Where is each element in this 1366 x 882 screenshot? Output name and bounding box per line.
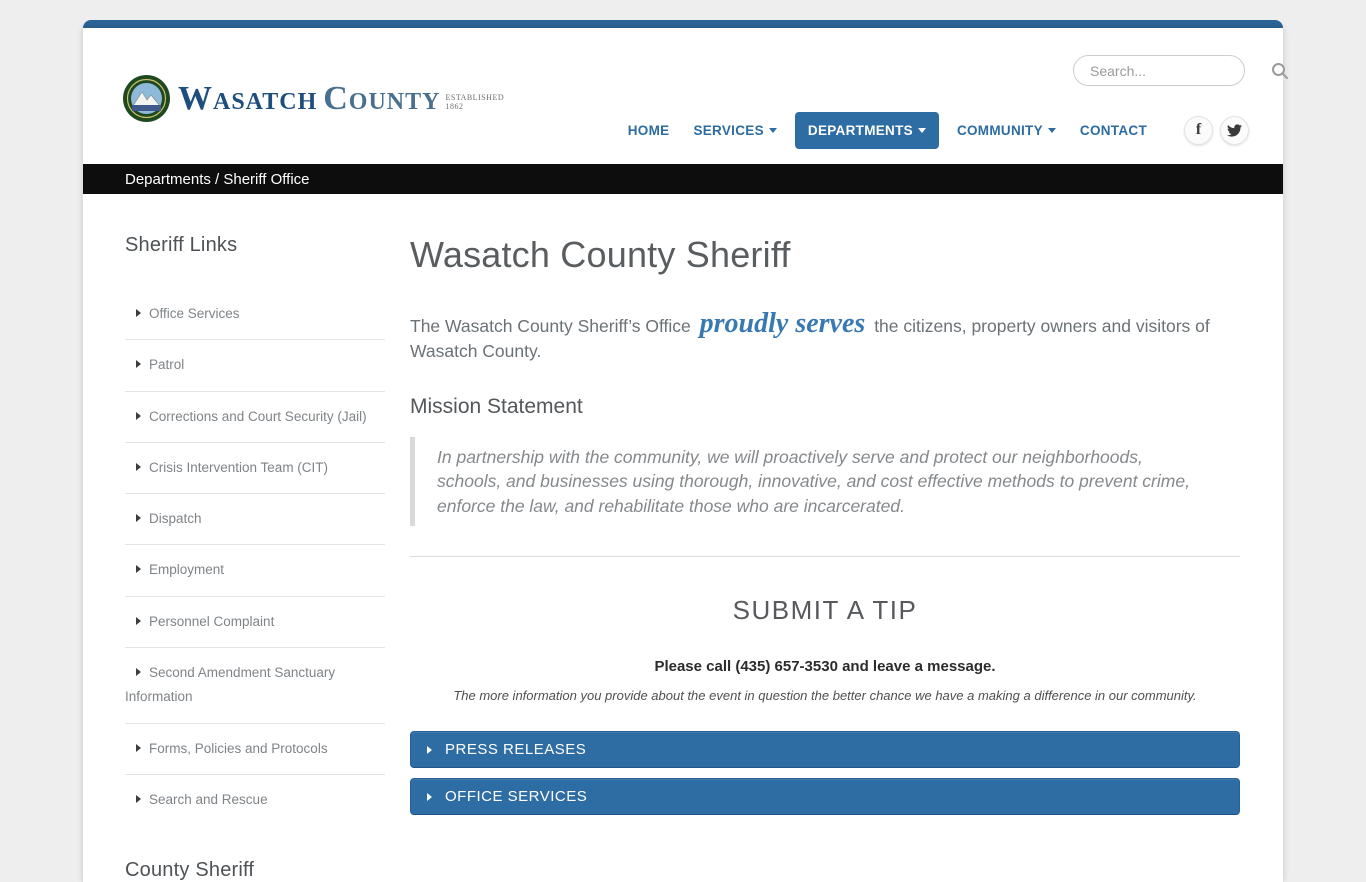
chevron-down-icon bbox=[1048, 128, 1056, 133]
mission-quote: In partnership with the community, we will proactively serve and protect our neighborhoods, schools, and businesses using thorough, innovative, and cost effective methods to prevent crime, enforce the law, and rehabilitate those who are incarcerated. bbox=[410, 437, 1240, 527]
sidebar-heading: Sheriff Links bbox=[125, 234, 238, 256]
triangle-right-icon bbox=[136, 795, 141, 803]
sidebar-item-corrections[interactable]: Corrections and Court Security (Jail) bbox=[125, 392, 385, 443]
triangle-right-icon bbox=[136, 565, 141, 573]
triangle-right-icon bbox=[136, 463, 141, 471]
mission-heading: Mission Statement bbox=[410, 394, 583, 418]
county-seal-icon bbox=[123, 75, 170, 122]
sidebar-item-second-amendment[interactable]: Second Amendment Sanctuary Information bbox=[125, 648, 385, 724]
accordion-group bbox=[410, 731, 1240, 815]
chevron-down-icon bbox=[769, 128, 777, 133]
page-container bbox=[83, 20, 1283, 882]
sidebar-item-office-services[interactable]: Office Services bbox=[125, 289, 385, 340]
sidebar-item-employment[interactable]: Employment bbox=[125, 545, 385, 596]
page-title: Wasatch County Sheriff bbox=[410, 234, 791, 275]
sidebar bbox=[125, 234, 385, 882]
main-nav bbox=[616, 108, 1249, 152]
nav-item-community[interactable]: COMMUNITY bbox=[957, 123, 1056, 138]
triangle-right-icon bbox=[136, 668, 141, 676]
twitter-icon bbox=[1227, 123, 1242, 138]
main-content bbox=[410, 234, 1240, 882]
tip-note: The more information you provide about the event in question the better chance we have a making a difference in our community. bbox=[453, 688, 1197, 704]
sidebar-item-forms-policies[interactable]: Forms, Policies and Protocols bbox=[125, 724, 385, 775]
section-divider bbox=[410, 556, 1240, 557]
chevron-down-icon bbox=[918, 128, 926, 133]
nav-item-services[interactable]: SERVICES bbox=[693, 123, 776, 138]
sidebar-footer-heading: County Sheriff bbox=[125, 859, 255, 882]
tip-phone-line: Please call (435) 657-3530 and leave a message. bbox=[654, 658, 996, 676]
script-accent-text: proudly serves bbox=[699, 308, 866, 339]
logo-word-wasatch: Wasatch bbox=[178, 79, 318, 117]
social-links bbox=[1177, 116, 1249, 145]
accordion-press-releases[interactable]: PRESS RELEASES bbox=[410, 731, 1240, 768]
sidebar-item-personnel-complaint[interactable]: Personnel Complaint bbox=[125, 597, 385, 648]
site-header bbox=[83, 28, 1283, 164]
page-content bbox=[83, 194, 1283, 882]
nav-item-home[interactable]: HOME bbox=[627, 122, 670, 138]
sidebar-item-crisis-intervention[interactable]: Crisis Intervention Team (CIT) bbox=[125, 443, 385, 494]
nav-item-departments[interactable]: DEPARTMENTS bbox=[795, 112, 939, 149]
sidebar-links bbox=[125, 289, 385, 825]
triangle-right-icon bbox=[136, 744, 141, 752]
logo-wordmark bbox=[178, 79, 505, 117]
submit-tip-heading: SUBMIT A TIP bbox=[732, 595, 918, 626]
triangle-right-icon bbox=[136, 360, 141, 368]
triangle-right-icon bbox=[136, 412, 141, 420]
triangle-right-icon bbox=[427, 746, 432, 754]
sidebar-item-dispatch[interactable]: Dispatch bbox=[125, 494, 385, 545]
top-accent-bar bbox=[83, 20, 1283, 28]
facebook-button[interactable] bbox=[1184, 116, 1213, 145]
breadcrumb[interactable]: Departments / Sheriff Office bbox=[125, 170, 310, 188]
triangle-right-icon bbox=[136, 617, 141, 625]
search-icon[interactable] bbox=[1271, 62, 1289, 80]
triangle-right-icon bbox=[427, 793, 432, 801]
breadcrumb-bar bbox=[83, 164, 1283, 194]
logo-word-county: County bbox=[323, 79, 441, 117]
nav-item-contact[interactable]: CONTACT bbox=[1079, 122, 1147, 138]
sidebar-item-patrol[interactable]: Patrol bbox=[125, 340, 385, 391]
facebook-icon: f bbox=[1195, 121, 1202, 138]
accordion-office-services[interactable]: OFFICE SERVICES bbox=[410, 778, 1240, 815]
triangle-right-icon bbox=[136, 309, 141, 317]
intro-paragraph: The Wasatch County Sheriff’s Office proudly serves the citizens, property owners and visitors of Wasatch County. bbox=[410, 308, 1210, 362]
content-card bbox=[83, 28, 1283, 882]
site-logo[interactable] bbox=[123, 75, 504, 122]
search-box bbox=[1073, 55, 1245, 86]
logo-established-text: ESTABLISHED 1862 bbox=[445, 92, 505, 111]
triangle-right-icon bbox=[136, 514, 141, 522]
twitter-button[interactable] bbox=[1220, 116, 1249, 145]
sidebar-item-search-rescue[interactable]: Search and Rescue bbox=[125, 775, 385, 825]
search-input[interactable] bbox=[1090, 63, 1271, 79]
